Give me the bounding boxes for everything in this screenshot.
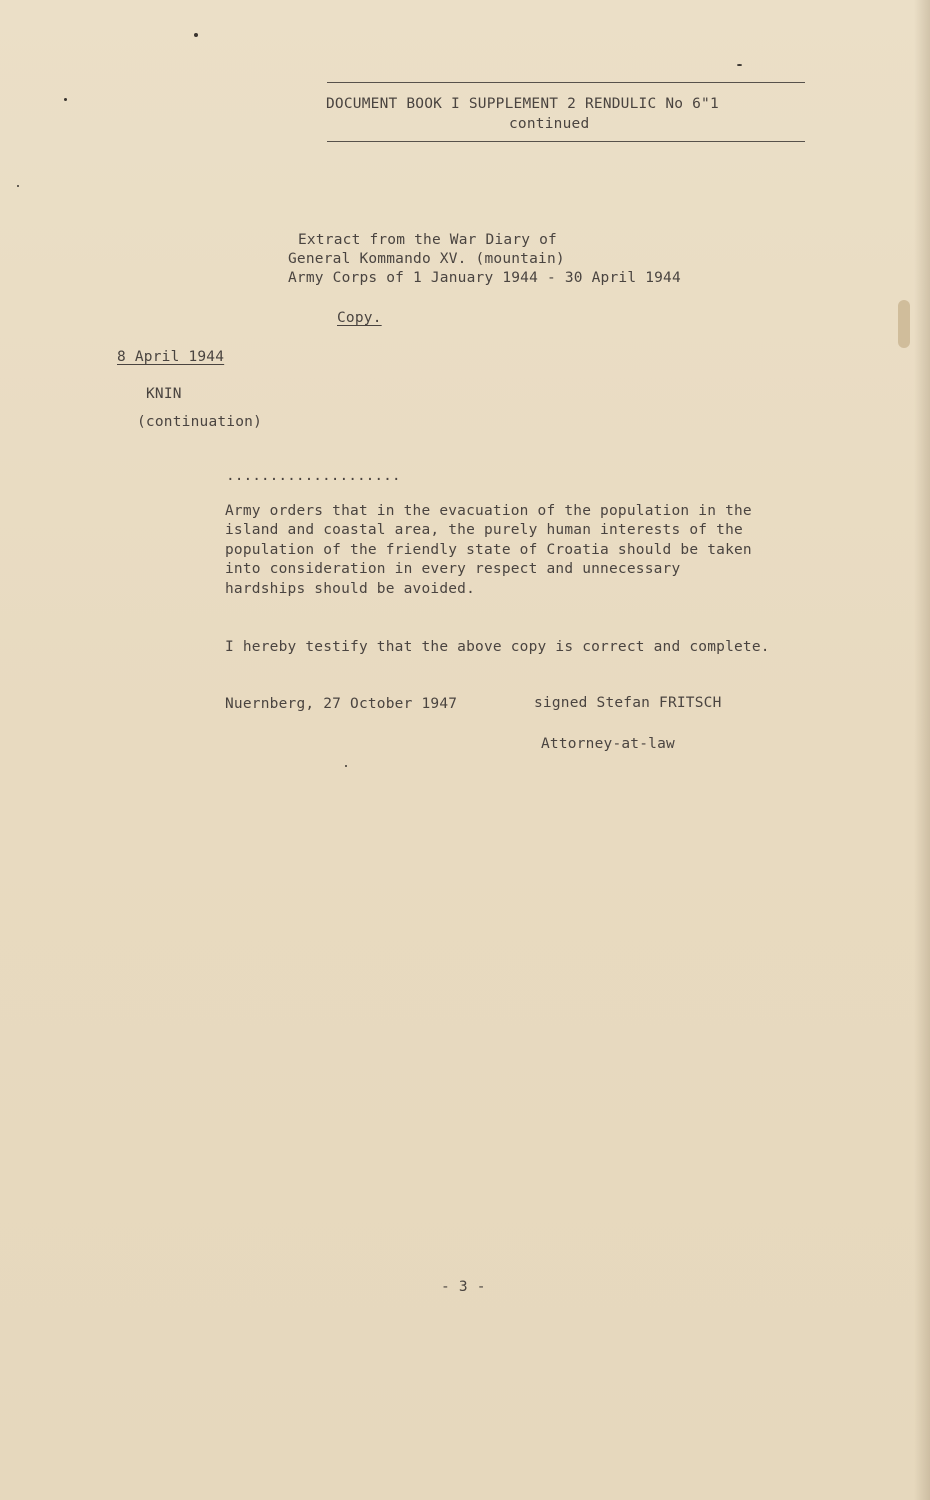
signature-place-date: Nuernberg, 27 October 1947 bbox=[225, 696, 458, 712]
separator-dots: .................... bbox=[226, 468, 401, 484]
body-line: island and coastal area, the purely human interests of the bbox=[225, 522, 743, 538]
document-header-subtitle: continued bbox=[509, 116, 590, 132]
body-line: population of the friendly state of Croatia should be taken bbox=[225, 542, 752, 558]
paper-stain bbox=[898, 300, 910, 348]
speck bbox=[737, 64, 742, 66]
copy-label: Copy. bbox=[337, 310, 382, 326]
extract-line-3: Army Corps of 1 January 1944 - 30 April 1944 bbox=[288, 270, 681, 286]
body-line: hardships should be avoided. bbox=[225, 581, 476, 597]
extract-line-2: General Kommando XV. (mountain) bbox=[288, 251, 565, 267]
signature-title: Attorney-at-law bbox=[541, 736, 675, 752]
speck bbox=[194, 33, 198, 37]
header-top-rule bbox=[327, 82, 805, 83]
body-line: Army orders that in the evacuation of the population in the bbox=[225, 503, 752, 519]
certification-statement: I hereby testify that the above copy is correct and complete. bbox=[225, 639, 770, 655]
page-number: - 3 - bbox=[441, 1279, 486, 1295]
speck bbox=[345, 765, 347, 767]
speck bbox=[64, 98, 67, 101]
document-header-title: DOCUMENT BOOK I SUPPLEMENT 2 RENDULIC No 6"1 bbox=[326, 96, 719, 112]
entry-place: KNIN bbox=[146, 386, 182, 402]
entry-note: (continuation) bbox=[137, 414, 263, 430]
signature-signed: signed Stefan FRITSCH bbox=[534, 695, 722, 711]
body-line: into consideration in every respect and unnecessary bbox=[225, 561, 681, 577]
extract-line-1: Extract from the War Diary of bbox=[298, 232, 557, 248]
entry-date: 8 April 1944 bbox=[117, 349, 225, 365]
page-edge-shadow bbox=[914, 0, 930, 1500]
speck bbox=[17, 185, 19, 187]
header-bottom-rule bbox=[327, 141, 805, 142]
